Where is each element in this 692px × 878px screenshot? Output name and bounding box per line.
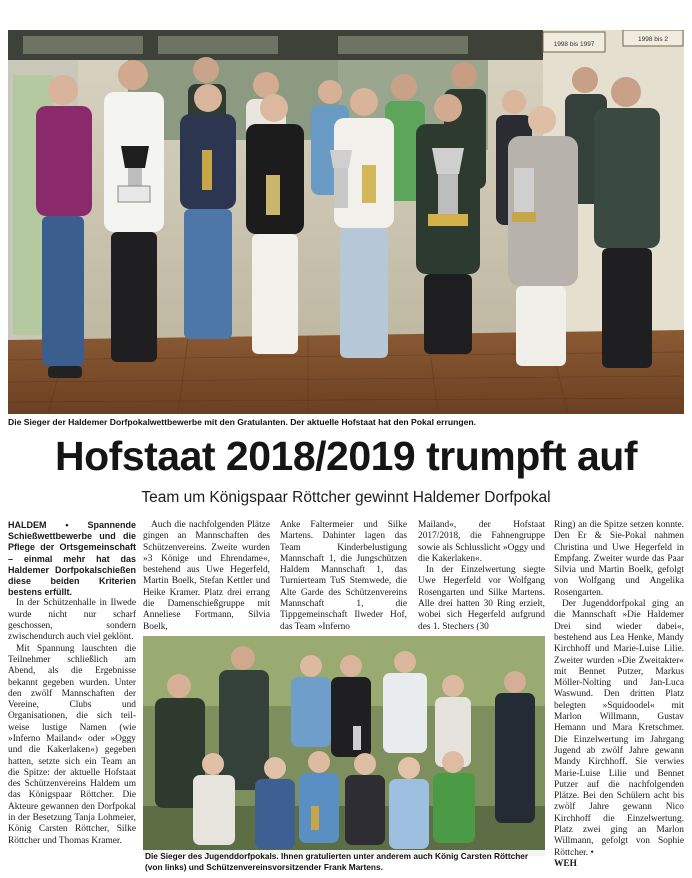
wall-sign-right-text: 1998 bis 2 xyxy=(638,36,668,43)
author-tag: WEH xyxy=(554,858,577,869)
group-photo-trophy-winners xyxy=(8,30,684,414)
top-photo-caption: Die Sieger der Haldemer Dorfpokalwettbewerbe mit den Gratulanten. Der aktuelle Hofstaat hat den Pokal errungen. xyxy=(8,417,476,427)
article-paragraph: Auch die nachfolgenden Plätze gingen an Mannschaften des Schützenvereins. Zweite wurden »3 Könige und Ehrendame«, bestehend aus Uwe Hegerfeld, Martin Boelk, Stefan Kettler und Heike Kramer. Platz drei errang die Damenschießgruppe mit Anneliese Fortmann, Silvia Boelk, xyxy=(143,520,270,632)
article-paragraph: Mailand«, der Hofstaat 2017/2018, die Fahnengruppe sowie als Schlusslicht »Oggy und die Kakerlaken«. xyxy=(418,520,545,564)
top-photo xyxy=(8,30,684,414)
article-column-1 xyxy=(8,520,136,847)
article-paragraph: Der Jugenddorfpokal ging an die Mannschaft »Die Haldemer Drei sind wieder dabei«, bestehend aus Lea Henke, Mandy Kirchhoff und Marie-Luise Lilie. Zweiter wurden »Die Zweitakter« mit Bennet Putzer, Markus Möller-Nolting und Jan-Luca Waswund. Den dritten Platz belegten »Squidoodel« mit Marlon Willmann, Gustav Hemann und Mara Kretschmer. Die Einzelwertung im Jahrgang Jugend ab zwölf Jahre gewann Mandy Kirchhoff. Sie verwies Marie-Luise Lilie und Bennet Putzer auf die nachfolgenden Plätze. Bei den Schülern acht bis zwölf Jahre gewann Nico Kirchhoff die Einzelwertung. Platz zwei ging an Marlon Willmann, gefolgt von Sophie Röttcher. • xyxy=(554,599,684,858)
trophy-icon xyxy=(266,175,280,215)
trophy-icon xyxy=(512,168,536,222)
wall-sign-left xyxy=(543,32,605,52)
trophy-icon xyxy=(202,150,212,190)
group-photo-youth-winners xyxy=(143,636,545,856)
bottom-photo-caption: Die Sieger des Jugenddorfpokals. Ihnen gratulierten unter anderem auch König Carsten Röttcher (von links) und Schützenvereinsvorsitzender Frank Martens. xyxy=(143,850,549,873)
wall-sign-right xyxy=(623,30,683,46)
article-column-5 xyxy=(554,520,684,870)
article-paragraph: Mit Spannung lauschten die Teilnehmer schließlich am Abend, als die Ergebnisse bekannt gegeben wurden. Unter den zwölf Mannschaften der Vereine, Clubs und Organisationen, die sich teil-weise lustige Namen (wie »Inferno Mailand« oder »Oggy und die Kakerlaken«) gegeben hatten, setzte sich ein Team an die Spitze: der aktuelle Hofstaat des Schützenvereins Haldem um das Königspaar Röttcher. Die Akteure gewannen den Dorfpokal in der Besetzung Tanja Lohmeier, König Carsten Röttcher, Silke Röttcher und Thomas Kramer. xyxy=(8,643,136,846)
article-paragraph: Anke Faltermeier und Silke Martens. Dahinter lagen das Team Kinderbelustigung Mannschaft 1, die Jungschützen Haldem Mannschaft 1, das Turnierteam TuS Stemwede, die Alte Garde des Schützenvereins Mannschaft 1, die Tippgemeinschaft Ilweder Hof, das Team »Inferno xyxy=(280,520,407,632)
article-column-3 xyxy=(280,520,407,633)
article-column-2 xyxy=(143,520,270,633)
trophy-icon xyxy=(353,726,361,750)
article-column-4 xyxy=(418,520,545,633)
bottom-photo xyxy=(143,636,545,856)
article-lead: HALDEM • Spannende Schießwettbewerbe und die Pflege der Ortsgemeinschaft – einmal mehr hat das Haldemer Dorfpokalschießen diese beiden Kriterien bestens erfüllt. xyxy=(8,520,136,598)
wall-sign-left-text: 1998 bis 1997 xyxy=(553,41,595,48)
article-paragraph: Ring) an die Spitze setzen konnte. Den Er & Sie-Pokal nahmen Christina und Uwe Hegerfeld in Empfang. Zweiter wurde das Paar Silvia und Martin Boelk, gefolgt von Wolfgang und Angelika Rosengarten. xyxy=(554,520,684,598)
headline: Hofstaat 2018/2019 trumpft auf xyxy=(55,433,637,479)
article-paragraph: In der Schützenhalle in Ilwede wurde nicht nur scharf geschossen, sondern zwischendurch auch viel geklönt. xyxy=(8,598,136,643)
article-paragraph: In der Einzelwertung siegte Uwe Hegerfeld vor Wolfgang Rosengarten und Silke Martens. Alle drei hatten 30 Ring erzielt, wobei sich Hegerfeld aufgrund des 1. Stechers (30 xyxy=(418,565,545,632)
trophy-icon xyxy=(311,806,319,830)
subheadline: Team um Königspaar Röttcher gewinnt Haldemer Dorfpokal xyxy=(141,489,551,506)
